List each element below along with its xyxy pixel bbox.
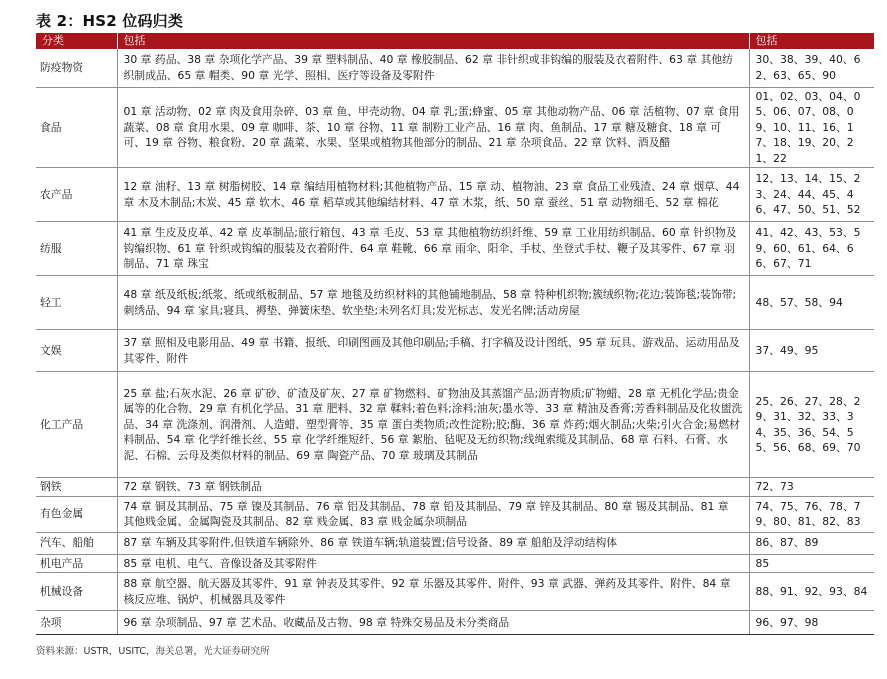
row-codes: 25、26、27、28、29、31、32、33、34、35、36、54、55、56、68、69、70 xyxy=(749,372,874,478)
row-category: 钢铁 xyxy=(36,478,117,497)
row-category: 农产品 xyxy=(36,168,117,222)
row-category: 化工产品 xyxy=(36,372,117,478)
row-codes: 85 xyxy=(749,554,874,573)
row-category: 纺服 xyxy=(36,222,117,276)
table-row xyxy=(36,532,874,554)
row-items: 25 章 盐;石灰水泥、26 章 矿砂、矿渣及矿灰、27 章 矿物燃料、矿物油及其蒸馏产品;沥青物质;矿物蜡、28 章 无机化学品;贵金属等的化合物、29 章 有机化学品、31 章 肥料、32 章 鞣料;着色料;涂料;油灰;墨水等、33 章 精油及香膏;芳香料制品及化妆盥洗品、34 章 洗涤剂、润滑剂、人造蜡、塑型膏等、35 章 蛋白类物质;改性淀粉;胶;酶、36 章 炸药;烟火制品;火柴;引火合金;易燃材料制品、54 章 化学纤维长丝、55 章 化学纤维短纤、56 章 絮胎、毡呢及无纺织物;线绳索缆及其制品、68 章 石料、石膏、水泥、石棉、云母及类似材料的制品、69 章 陶瓷产品、70 章 玻璃及其制品 xyxy=(117,372,749,478)
row-category: 食品 xyxy=(36,87,117,168)
table-header-row xyxy=(36,33,874,49)
row-items: 96 章 杂项制品、97 章 艺术品、收藏品及古物、98 章 特殊交易品及未分类商品 xyxy=(117,611,749,635)
row-codes: 30、38、39、40、62、63、65、90 xyxy=(749,49,874,87)
table-title: 表 2：HS2 位码归类 xyxy=(36,12,184,30)
row-category: 文娱 xyxy=(36,330,117,372)
table-row xyxy=(36,330,874,372)
row-codes: 88、91、92、93、84 xyxy=(749,573,874,611)
row-category: 有色金属 xyxy=(36,496,117,532)
table-row xyxy=(36,496,874,532)
table-row xyxy=(36,276,874,330)
row-items: 41 章 生皮及皮革、42 章 皮革制品;旅行箱包、43 章 毛皮、53 章 其他植物纺织纤维、59 章 工业用纺织制品、60 章 针织物及钩编织物、61 章 针织或钩编的服装及衣着附件、64 章 鞋靴、66 章 雨伞、阳伞、手杖、坐登式手杖、鞭子及其零件、67 章 羽制品、71 章 珠宝 xyxy=(117,222,749,276)
row-category: 机械设备 xyxy=(36,573,117,611)
row-codes: 12、13、14、15、23、24、44、45、46、47、50、51、52 xyxy=(749,168,874,222)
header-codes: 包括 xyxy=(749,33,874,49)
row-category: 轻工 xyxy=(36,276,117,330)
row-codes: 96、97、98 xyxy=(749,611,874,635)
row-codes: 37、49、95 xyxy=(749,330,874,372)
row-items: 72 章 钢铁、73 章 钢铁制品 xyxy=(117,478,749,497)
table-row xyxy=(36,478,874,497)
table-row xyxy=(36,611,874,635)
row-codes: 48、57、58、94 xyxy=(749,276,874,330)
row-items: 48 章 纸及纸板;纸浆、纸或纸板制品、57 章 地毯及纺织材料的其他铺地制品、58 章 特种机织物;簇绒织物;花边;装饰毯;装饰带;刺绣品、94 章 家具;寝具、褥垫、弹簧床垫、软坐垫;未列名灯具;发光标志、发光名牌;活动房屋 xyxy=(117,276,749,330)
row-items: 74 章 铜及其制品、75 章 镍及其制品、76 章 铝及其制品、78 章 铅及其制品、79 章 锌及其制品、80 章 锡及其制品、81 章 其他贱金属、金属陶瓷及其制品、82 章 贱金属、83 章 贱金属杂项制品 xyxy=(117,496,749,532)
header-category: 分类 xyxy=(36,33,117,49)
row-codes: 41、42、43、53、59、60、61、64、66、67、71 xyxy=(749,222,874,276)
row-items: 12 章 油籽、13 章 树脂树胶、14 章 编结用植物材料;其他植物产品、15 章 动、植物油、23 章 食品工业残渣、24 章 烟草、44 章 木及木制品;木炭、45 章 软木、46 章 稻草或其他编结材料、47 章 木浆，纸、50 章 蚕丝、51 章 动物细毛、52 章 棉花 xyxy=(117,168,749,222)
row-codes: 72、73 xyxy=(749,478,874,497)
table-row xyxy=(36,168,874,222)
row-codes: 86、87、89 xyxy=(749,532,874,554)
row-items: 88 章 航空器、航天器及其零件、91 章 钟表及其零件、92 章 乐器及其零件、附件、93 章 武器、弹药及其零件、附件、84 章 核反应堆、锅炉、机械器具及零件 xyxy=(117,573,749,611)
row-items: 01 章 活动物、02 章 肉及食用杂碎、03 章 鱼、甲壳动物、04 章 乳;蛋;蜂蜜、05 章 其他动物产品、06 章 活植物、07 章 食用蔬菜、08 章 食用水果、09 章 咖啡、茶、10 章 谷物、11 章 制粉工业产品、16 章 肉、鱼制品、17 章 糖及糖食、18 章 可可、19 章 谷物、粮食粉、20 章 蔬菜、水果、坚果或植物其他部分的制品、21 章 杂项食品、22 章 饮料、酒及醋 xyxy=(117,87,749,168)
row-category: 汽车、船舶 xyxy=(36,532,117,554)
row-items: 37 章 照相及电影用品、49 章 书籍、报纸、印刷图画及其他印刷品;手稿、打字稿及设计图纸、95 章 玩具、游戏品、运动用品及其零件、附件 xyxy=(117,330,749,372)
source-note: 资料来源：USTR，USITC，海关总署，光大证券研究所 xyxy=(36,646,270,657)
row-items: 85 章 电机、电气、音像设备及其零附件 xyxy=(117,554,749,573)
table-row xyxy=(36,573,874,611)
row-items: 30 章 药品、38 章 杂项化学产品、39 章 塑料制品、40 章 橡胶制品、62 章 非针织或非钩编的服装及衣着附件、63 章 其他纺织制成品、65 章 帽类、90 章 光学、照相、医疗等设备及零附件 xyxy=(117,49,749,87)
table-row xyxy=(36,372,874,478)
table-row xyxy=(36,49,874,87)
table-row xyxy=(36,554,874,573)
table-row xyxy=(36,87,874,168)
row-category: 防疫物资 xyxy=(36,49,117,87)
header-items: 包括 xyxy=(117,33,749,49)
row-items: 87 章 车辆及其零附件,但铁道车辆除外、86 章 铁道车辆;轨道装置;信号设备、89 章 船舶及浮动结构体 xyxy=(117,532,749,554)
row-codes: 01、02、03、04、05、06、07、08、09、10、11、16、17、18、19、20、21、22 xyxy=(749,87,874,168)
row-codes: 74、75、76、78、79、80、81、82、83 xyxy=(749,496,874,532)
hs2-table xyxy=(36,33,874,635)
table-row xyxy=(36,222,874,276)
row-category: 杂项 xyxy=(36,611,117,635)
row-category: 机电产品 xyxy=(36,554,117,573)
